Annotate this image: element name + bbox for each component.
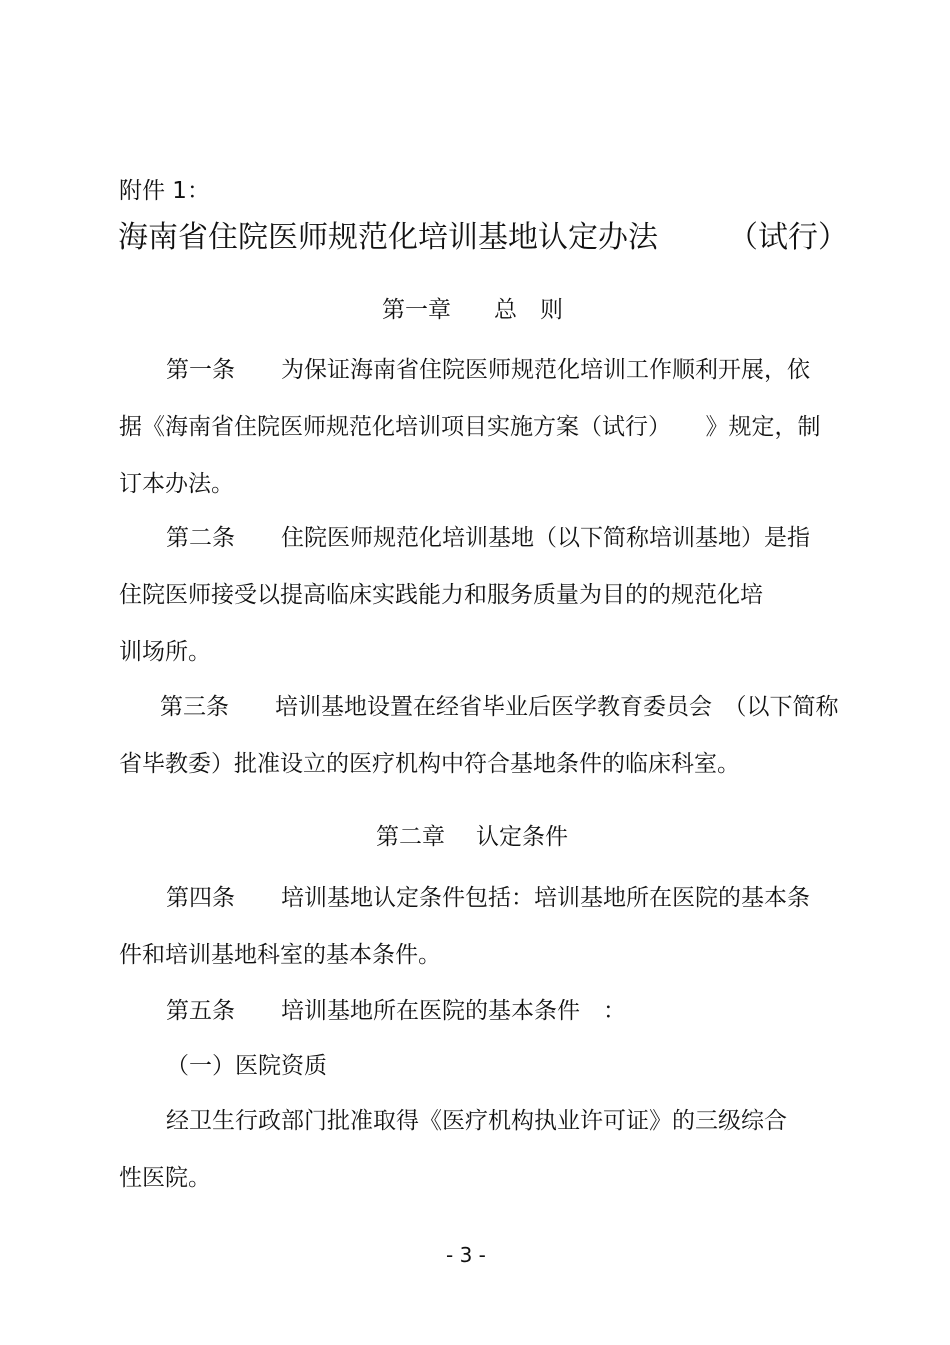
article-2-line-1: 第二条 住院医师规范化培训基地（以下简称培训基地）是指	[166, 525, 810, 551]
article-5-line-1: 第五条 培训基地所在医院的基本条件 ：	[166, 998, 626, 1024]
article-1-line-2: 据《海南省住院医师规范化培训项目实施方案（试行） 》规定，制	[119, 414, 821, 440]
qualification-line-1: 经卫生行政部门批准取得《医疗机构执业许可证》的三级综合	[166, 1108, 787, 1134]
attachment-label: 附件 1：	[119, 178, 210, 204]
article-3-line-2: 省毕教委）批准设立的医疗机构中符合基地条件的临床科室。	[119, 751, 740, 777]
chapter-2-name: 认定条件	[476, 824, 568, 850]
page-number: - 3 -	[446, 1243, 486, 1267]
article-2-line-3: 训场所。	[119, 639, 211, 665]
article-3-line-1: 第三条 培训基地设置在经省毕业后医学教育委员会 （以下简称	[160, 694, 839, 720]
chapter-1-number: 第一章	[382, 297, 451, 323]
document-title: 海南省住院医师规范化培训基地认定办法	[118, 220, 658, 255]
item-1-heading: （一）医院资质	[166, 1053, 327, 1079]
qualification-line-2: 性医院。	[119, 1165, 211, 1191]
article-4-line-1: 第四条 培训基地认定条件包括：培训基地所在医院的基本条	[166, 885, 810, 911]
chapter-1-name: 总 则	[494, 297, 563, 323]
article-4-line-2: 件和培训基地科室的基本条件。	[119, 942, 441, 968]
chapter-2-number: 第二章	[376, 824, 445, 850]
article-1-line-3: 订本办法。	[119, 471, 234, 497]
article-2-line-2: 住院医师接受以提高临床实践能力和服务质量为目的的规范化培	[119, 582, 763, 608]
document-title-suffix: （试行）	[728, 220, 848, 255]
article-1-line-1: 第一条 为保证海南省住院医师规范化培训工作顺利开展，依	[166, 357, 810, 383]
